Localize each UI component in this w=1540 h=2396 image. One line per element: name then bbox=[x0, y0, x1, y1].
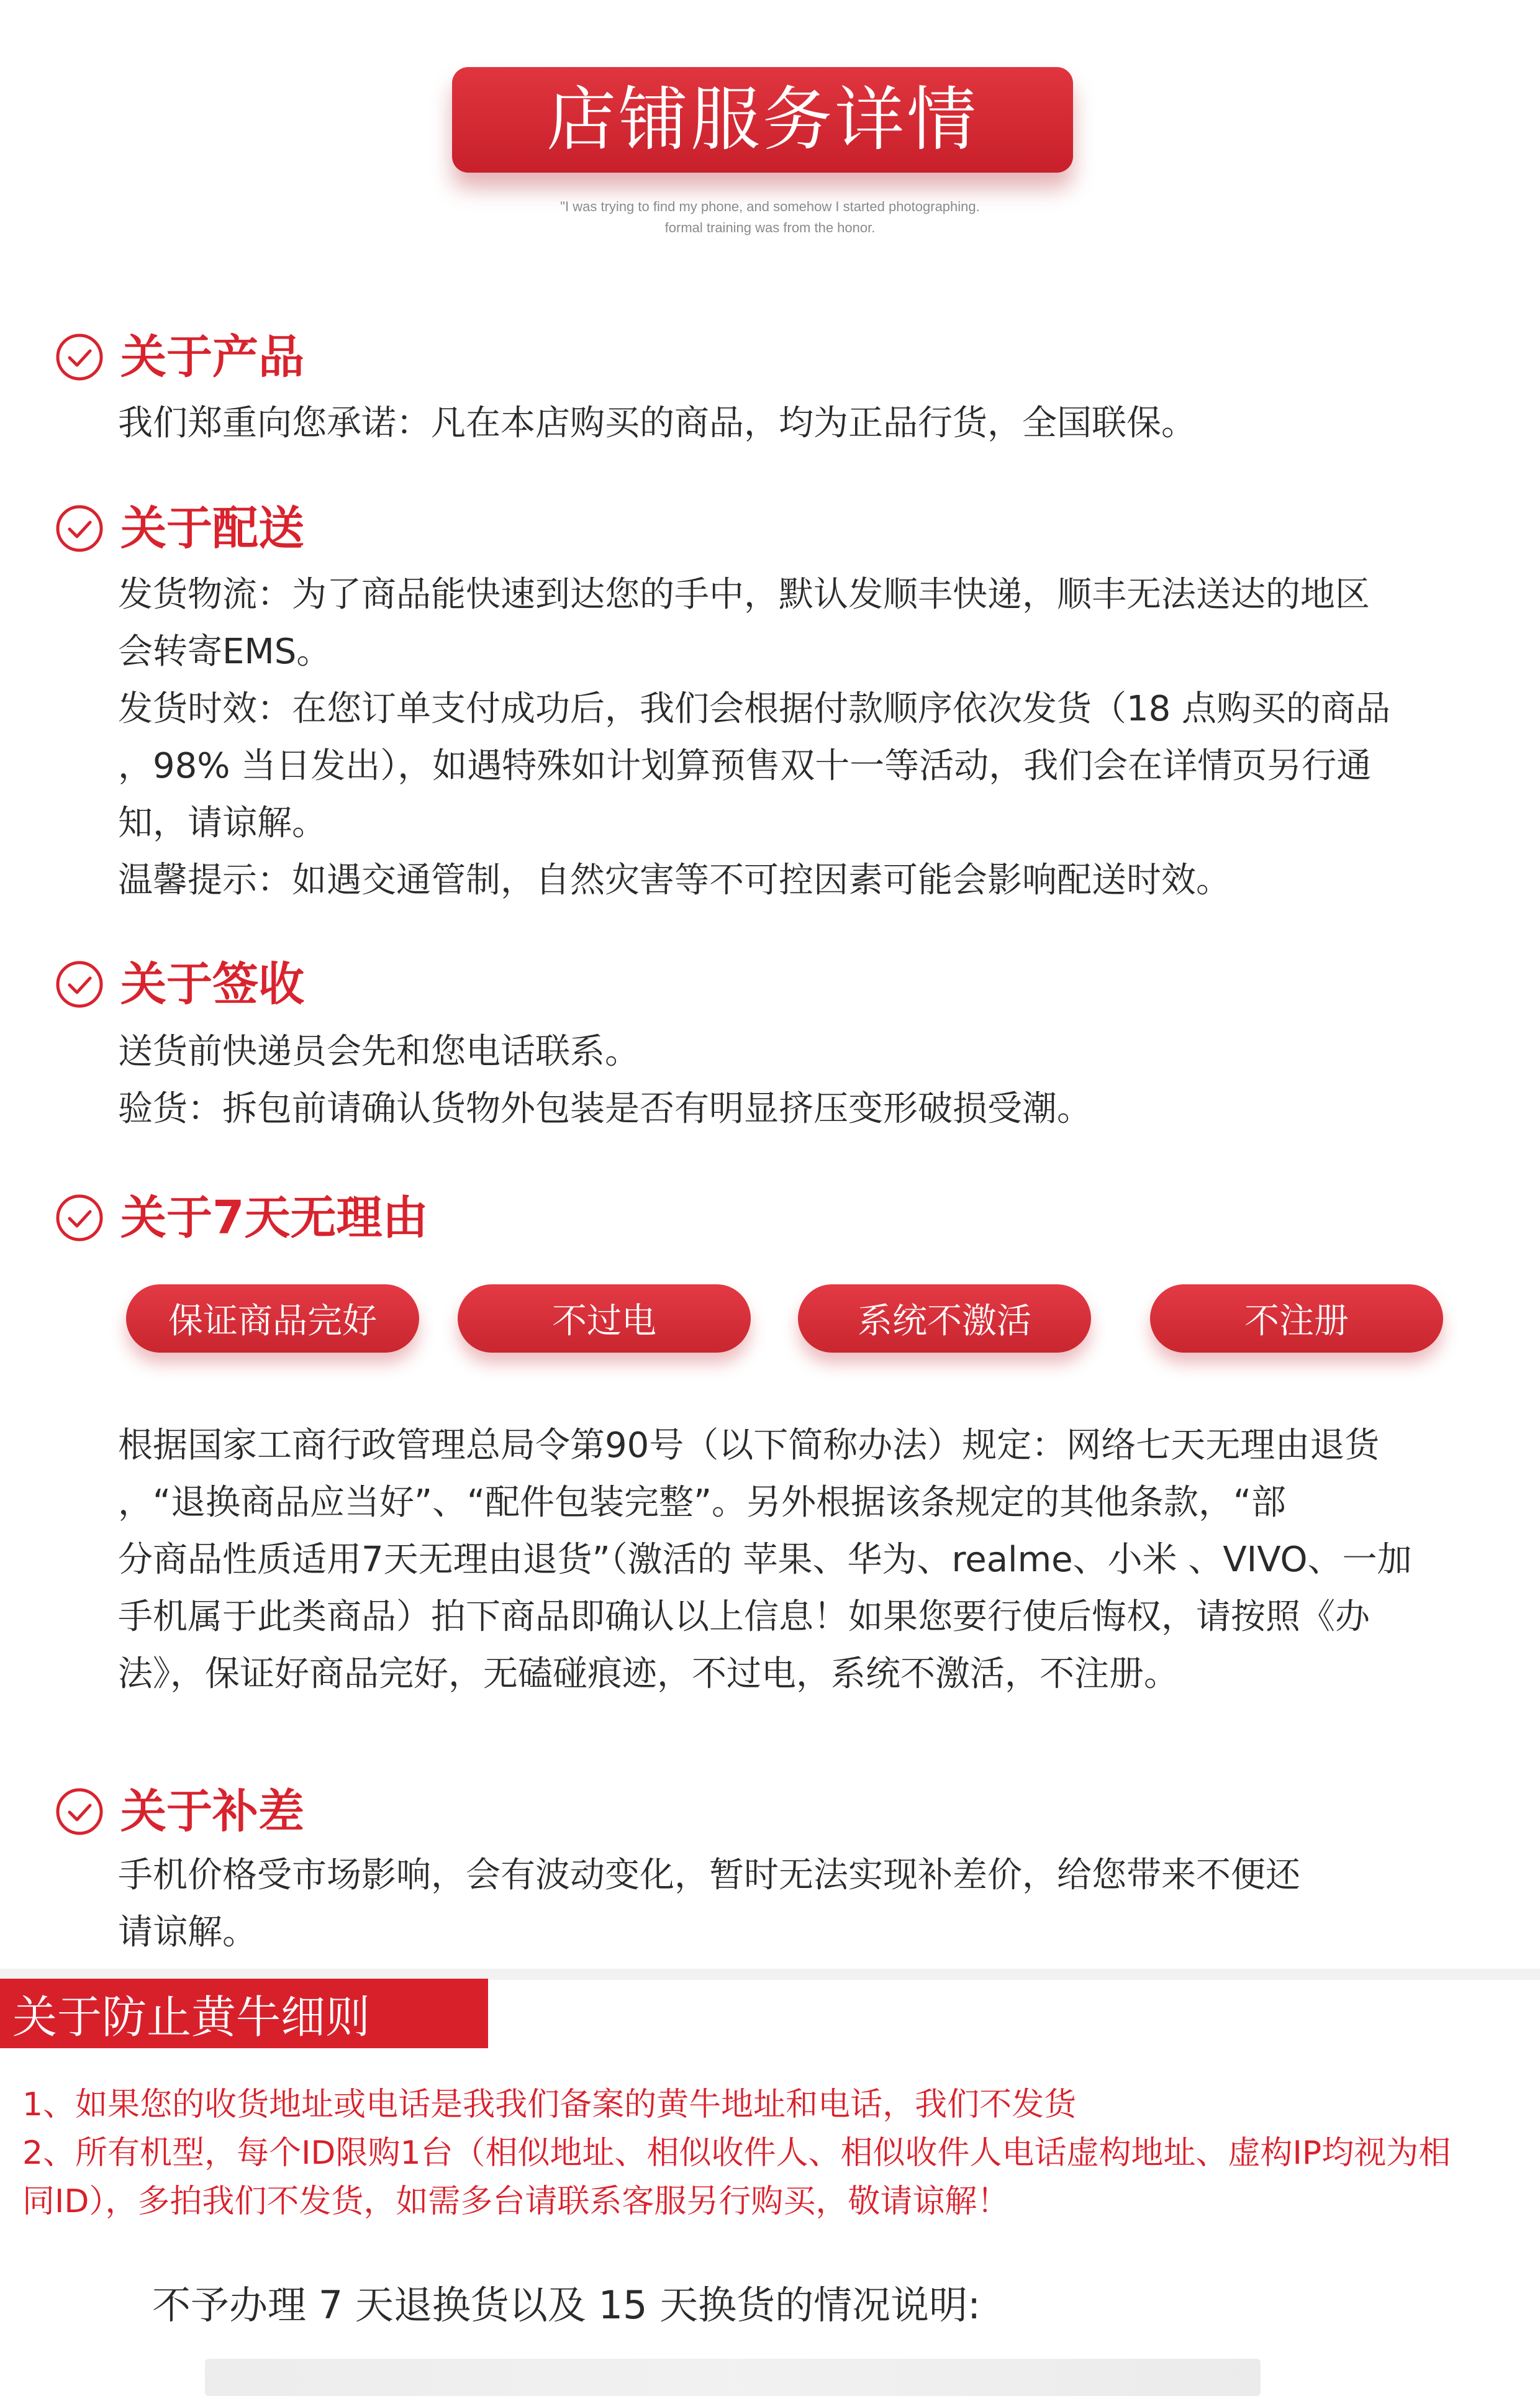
section-seven-day-body bbox=[118, 1417, 1484, 1703]
paragraph: 会转寄EMS。 bbox=[118, 632, 332, 672]
scalper-policy-tab bbox=[0, 1979, 488, 2048]
paragraph: 发货物流：为了商品能快速到达您的手中，默认发顺丰快递，顺丰无法送达的地区 bbox=[118, 574, 1370, 615]
section-product-body bbox=[118, 395, 1484, 452]
section-seven-day-title bbox=[55, 1184, 428, 1252]
header-subtitle bbox=[0, 196, 1540, 238]
page-title: 店铺服务详情 bbox=[546, 79, 979, 160]
badge-not-powered: 不过电 bbox=[458, 1284, 751, 1353]
badge-not-activated: 系统不激活 bbox=[798, 1284, 1091, 1353]
paragraph: 手机属于此类商品）拍下商品即确认以上信息！如果您要行使后悔权，请按照《办 bbox=[118, 1597, 1370, 1637]
subtitle-line-2: formal training was from the honor. bbox=[664, 220, 876, 235]
paragraph: 送货前快递员会先和您电话联系。 bbox=[118, 1032, 640, 1072]
scalper-policy-title: 关于防止黄牛细则 bbox=[12, 1991, 371, 2043]
header-banner bbox=[452, 67, 1073, 173]
badge-not-registered: 不注册 bbox=[1150, 1284, 1443, 1353]
scalper-policy-rules bbox=[22, 2081, 1513, 2226]
paragraph: 分商品性质适用7天无理由退货”（激活的 苹果、华为、realme、小米 、VIVO、一加 bbox=[118, 1540, 1412, 1580]
paragraph: 根据国家工商行政管理总局令第90号（以下简称办法）规定：网络七天无理由退货 bbox=[118, 1425, 1380, 1466]
return-note-title: 不予办理 7 天退换货以及 15 天换货的情况说明: bbox=[152, 2282, 981, 2328]
section-signing-title bbox=[55, 950, 304, 1019]
paragraph: 知，请谅解。 bbox=[118, 803, 327, 843]
paragraph: 请谅解。 bbox=[118, 1912, 257, 1953]
subtitle-line-1: "I was trying to find my phone, and somehow I started photographing. bbox=[560, 199, 980, 214]
section-product-title bbox=[55, 323, 304, 391]
section-price-diff-body bbox=[118, 1847, 1484, 1961]
faded-text-line bbox=[205, 2359, 1261, 2396]
paragraph: ，98% 当日发出），如遇特殊如计划算预售双十一等活动，我们会在详情页另行通 bbox=[118, 746, 1372, 786]
section-signing-body bbox=[118, 1023, 1484, 1138]
paragraph: 温馨提示：如遇交通管制，自然灾害等不可控因素可能会影响配送时效。 bbox=[118, 860, 1231, 901]
paragraph: 法》，保证好商品完好，无磕碰痕迹，不过电，系统不激活，不注册。 bbox=[118, 1654, 1179, 1694]
section-heading: 关于签收 bbox=[120, 958, 304, 1011]
section-heading: 关于补差 bbox=[120, 1785, 304, 1838]
section-heading: 关于7天无理由 bbox=[120, 1191, 428, 1245]
paragraph: 我们郑重向您承诺：凡在本店购买的商品，均为正品行货，全国联保。 bbox=[118, 403, 1196, 443]
section-price-diff-title bbox=[55, 1777, 304, 1846]
paragraph: 手机价格受市场影响，会有波动变化，暂时无法实现补差价，给您带来不便还 bbox=[118, 1855, 1300, 1895]
check-circle-icon bbox=[55, 960, 104, 1009]
rule-item: 2、所有机型，每个ID限购1台（相似地址、相似收件人、相似收件人电话虚构地址、虚构IP均视为相 bbox=[22, 2135, 1451, 2172]
badge-product-intact: 保证商品完好 bbox=[126, 1284, 419, 1353]
paragraph: 验货：拆包前请确认货物外包装是否有明显挤压变形破损受潮。 bbox=[118, 1089, 1092, 1129]
section-heading: 关于配送 bbox=[120, 502, 304, 555]
check-circle-icon bbox=[55, 504, 104, 553]
section-heading: 关于产品 bbox=[120, 330, 304, 384]
rule-item: 同ID），多拍我们不发货，如需多台请联系客服另行购买，敬请谅解！ bbox=[22, 2183, 1010, 2220]
check-circle-icon bbox=[55, 1193, 104, 1243]
check-circle-icon bbox=[55, 332, 104, 382]
section-delivery-title bbox=[55, 494, 304, 563]
section-delivery-body bbox=[118, 566, 1484, 909]
rule-item: 1、如果您的收货地址或电话是我我们备案的黄牛地址和电话，我们不发货 bbox=[22, 2086, 1077, 2123]
paragraph: ，“退换商品应当好”、“配件包装完整”。另外根据该条规定的其他条款，“部 bbox=[118, 1482, 1287, 1523]
check-circle-icon bbox=[55, 1787, 104, 1836]
paragraph: 发货时效：在您订单支付成功后，我们会根据付款顺序依次发货（18 点购买的商品 bbox=[118, 689, 1391, 729]
